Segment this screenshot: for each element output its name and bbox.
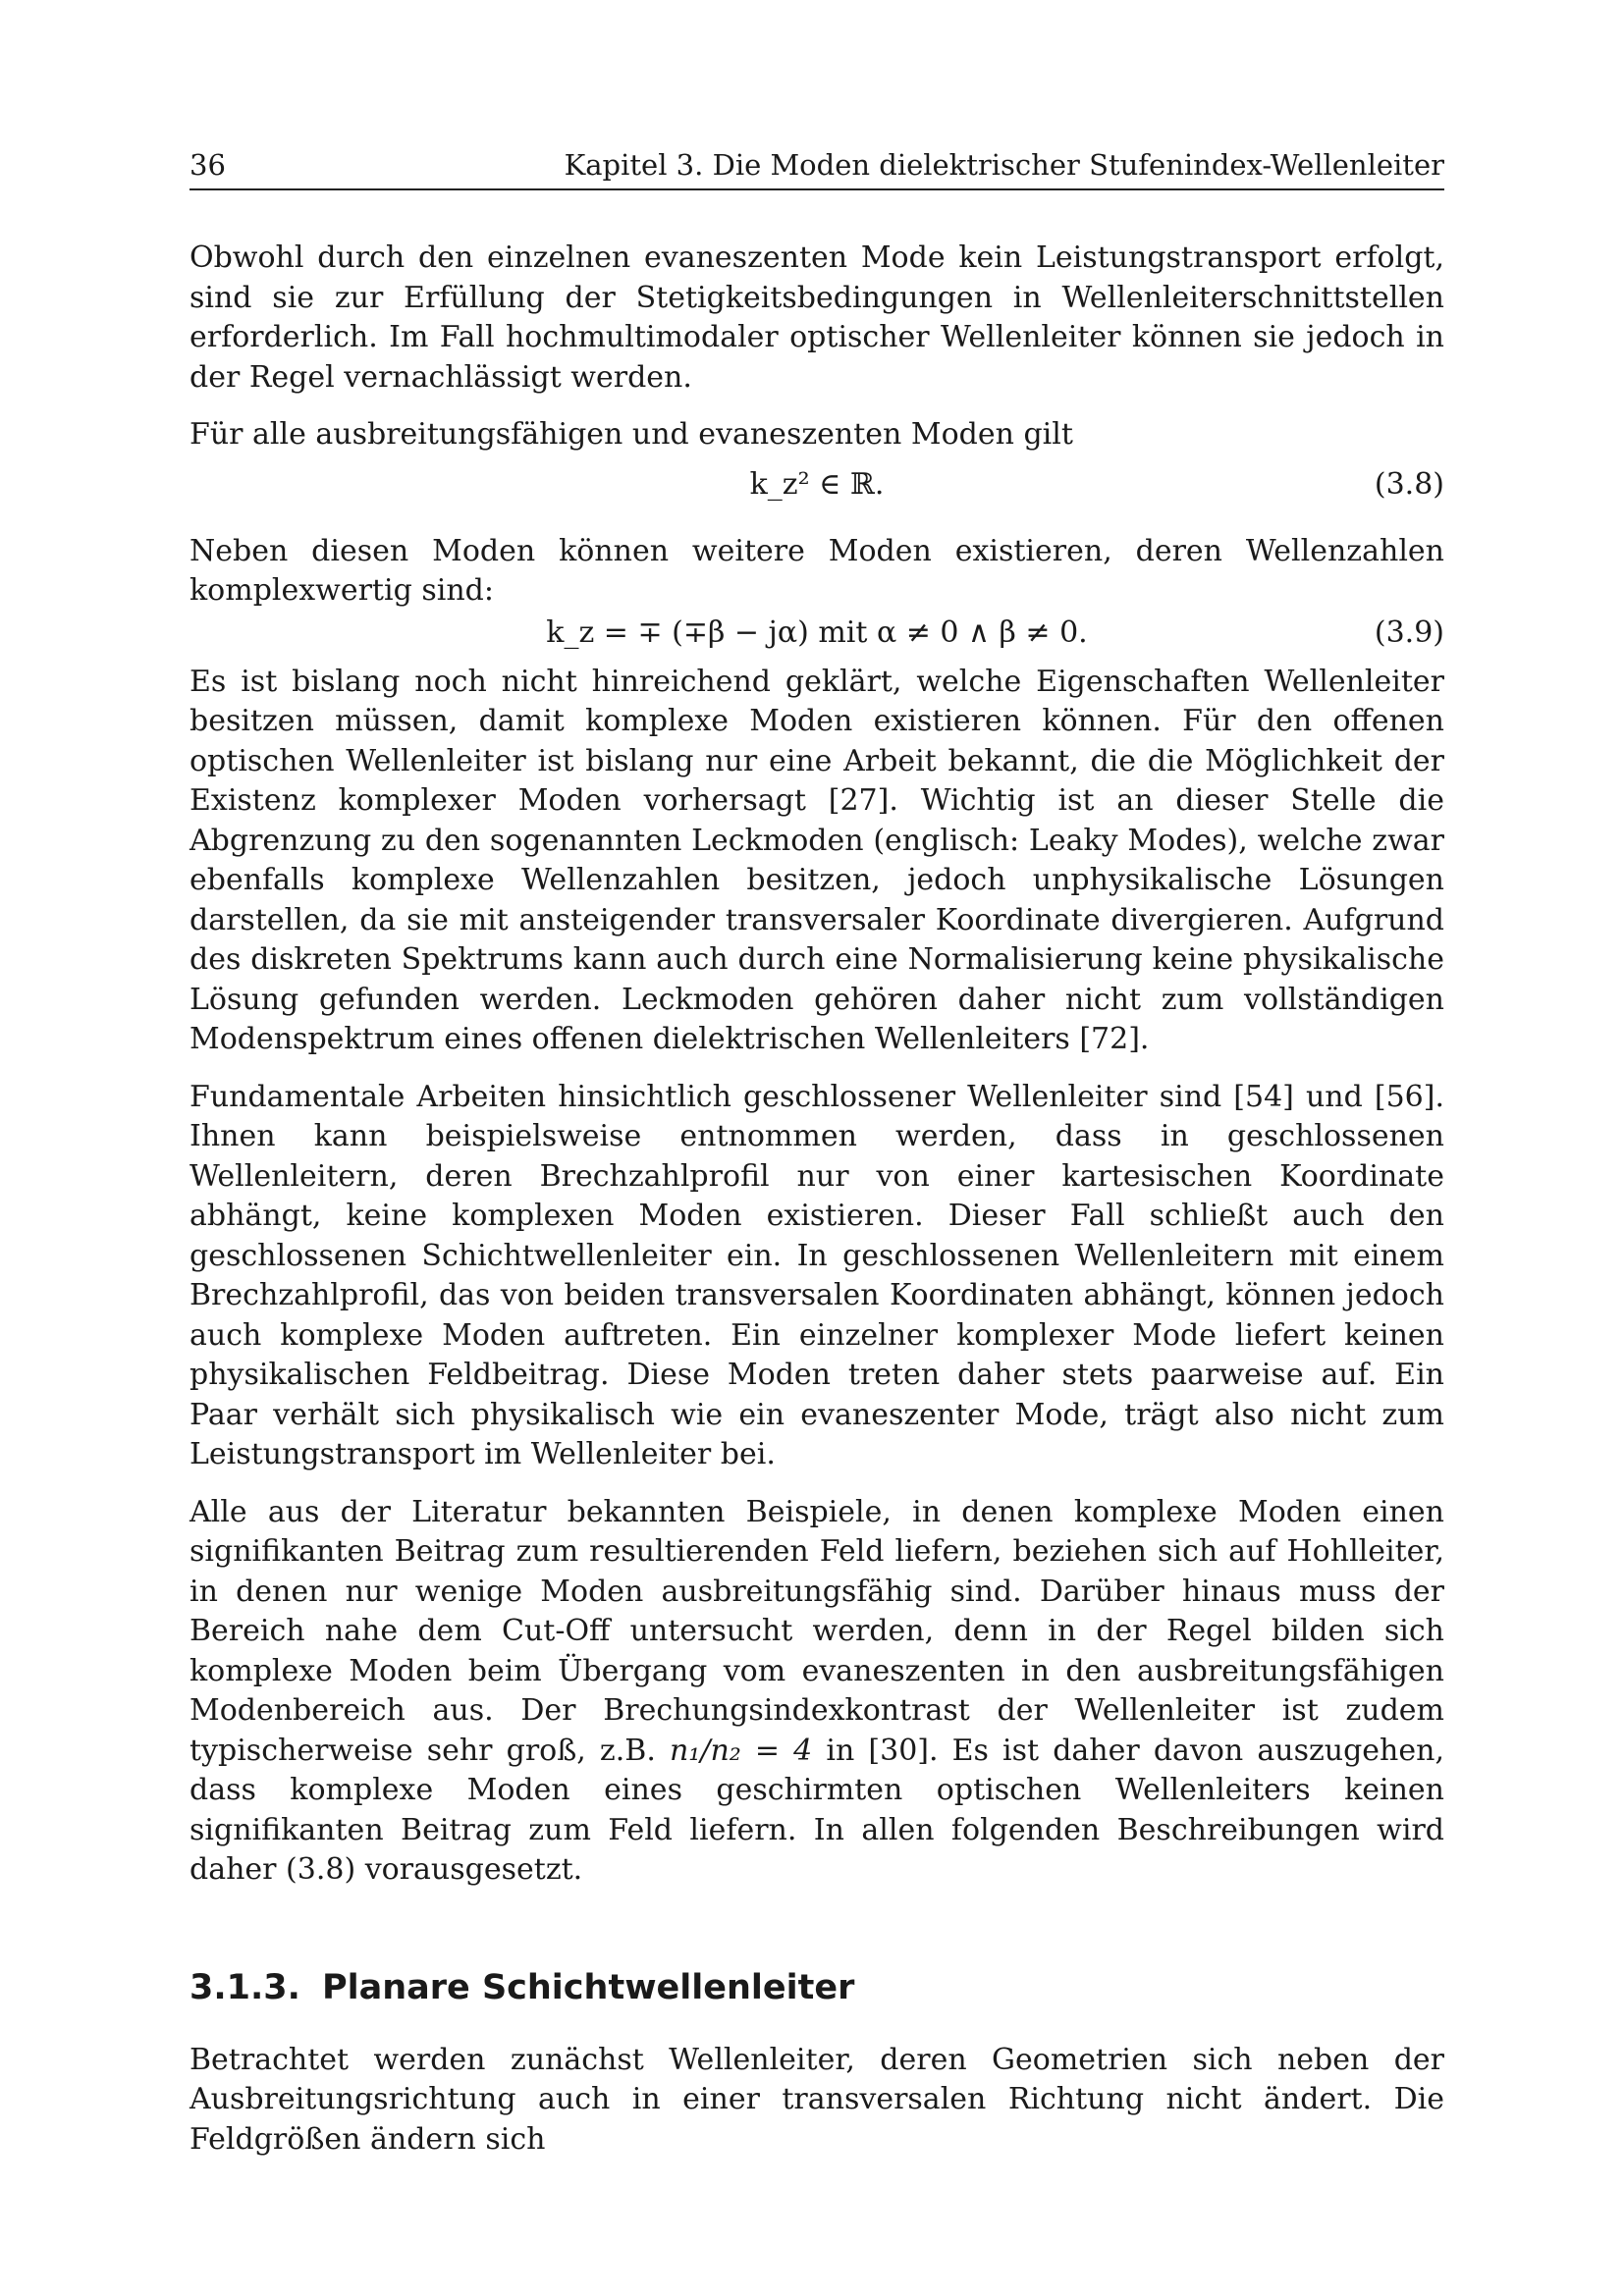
equation-3-9-body: k_z = ∓ (∓β − jα) mit α ≠ 0 ∧ β ≠ 0. <box>546 614 1088 650</box>
index-ratio-math: n₁/n₂ = 4 <box>669 1733 813 1768</box>
paragraph-closed-waveguides: Fundamentale Arbeiten hinsichtlich geschlossener Wellenleiter sind [54] und [56]. Ihnen kann beispielsweise entnommen werden, dass in geschlossenen Wellenleitern, deren Brechzahlprofil nur von einer kartesischen Koordinate abhängt, keine komplexen Moden existieren. Dieser Fall schließt auch den geschlossenen Schichtwellenleiter ein. In geschlossenen Wellenleitern mit einem Brechzahlprofil, das von beiden transversalen Koordinaten abhängt, können jedoch auch komplexe Moden auftreten. Ein einzelner komplexer Mode liefert keinen physikalischen Feldbeitrag. Diese Moden treten daher stets paarweise auf. Ein Paar verhält sich physikalisch wie ein evaneszenter Mode, trägt also nicht zum Leistungstransport im Wellenleiter bei. <box>189 1079 1444 1471</box>
equation-3-8-number: (3.8) <box>1374 466 1444 502</box>
paragraph-literature-text-b: in [30]. Es ist daher davon auszugehen, dass komplexe Moden eines geschirmten optischen Wellenleiters keinen signifikanten Beitrag zum Feld liefern. In allen folgenden Beschreibungen wird daher (3.8) vorausgesetzt. <box>189 1733 1444 1887</box>
equation-3-8 <box>189 455 1444 514</box>
paragraph-literature-examples <box>189 1493 1444 1891</box>
chapter-title: Kapitel 3. Die Moden dielektrischer Stufenindex-Wellenleiter <box>564 148 1444 182</box>
page-number: 36 <box>189 148 226 182</box>
section-heading <box>189 1968 1444 2007</box>
page <box>189 147 1444 2160</box>
paragraph-leaky-modes: Es ist bislang noch nicht hinreichend geklärt, welche Eigenschaften Wellenleiter besitzen müssen, damit komplexe Moden existieren können. Für den offenen optischen Wellenleiter ist bislang nur eine Arbeit bekannt, die die Möglichkeit der Existenz komplexer Moden vorhersagt [27]. Wichtig ist an dieser Stelle die Abgrenzung zu den sogenannten Leckmoden (englisch: Leaky Modes), welche zwar ebenfalls komplexe Wellenzahlen besitzen, jedoch unphysikalische Lösungen darstellen, da sie mit ansteigender transversaler Koordinate divergieren. Aufgrund des diskreten Spektrums kann auch durch eine Normalisierung keine physikalische Lösung gefunden werden. Leckmoden gehören daher nicht zum vollständigen Modenspektrum eines offenen dielektrischen Wellenleiters [72]. <box>189 664 1444 1056</box>
paragraph-modes-condition: Für alle ausbreitungsfähigen und evaneszenten Moden gilt <box>189 417 1073 452</box>
equation-3-9 <box>189 612 1444 663</box>
paragraph-literature-text-a: Alle aus der Literatur bekannten Beispiele, in denen komplexe Moden einen signifikanten Beitrag zum resultierenden Feld liefern, beziehen sich auf Hohlleiter, in denen nur wenige Moden ausbreitungsfähig sind. Darüber hinaus muss der Bereich nahe dem Cut-Off untersucht werden, denn in der Regel bilden sich komplexe Moden beim Übergang vom evaneszenten in den ausbreitungsfähigen Modenbereich aus. Der Brechungsindexkontrast der Wellenleiter ist zudem typischerweise sehr groß, z.B. <box>189 1494 1444 1768</box>
section-number: 3.1.3. <box>189 1967 300 2007</box>
paragraph-evanescent: Obwohl durch den einzelnen evaneszenten Mode kein Leistungstransport erfolgt, sind sie zur Erfüllung der Stetigkeitsbedingungen in Wellenleiterschnittstellen erforderlich. Im Fall hochmultimodaler optischer Wellenleiter können sie jedoch in der Regel vernachlässigt werden. <box>189 240 1444 395</box>
paragraph-planar-intro: Betrachtet werden zunächst Wellenleiter, deren Geometrien sich neben der Ausbreitungsrichtung auch in einer transversalen Richtung nicht ändert. Die Feldgrößen ändern sich <box>189 2042 1444 2157</box>
paragraph-complex-modes-intro: Neben diesen Moden können weitere Moden existieren, deren Wellenzahlen komplexwertig sind: <box>189 533 1444 608</box>
section-title: Planare Schichtwellenleiter <box>321 1967 855 2007</box>
equation-3-8-body: k_z² ∈ ℝ. <box>749 466 885 502</box>
running-header <box>189 147 1444 190</box>
equation-3-9-number: (3.9) <box>1374 614 1444 650</box>
